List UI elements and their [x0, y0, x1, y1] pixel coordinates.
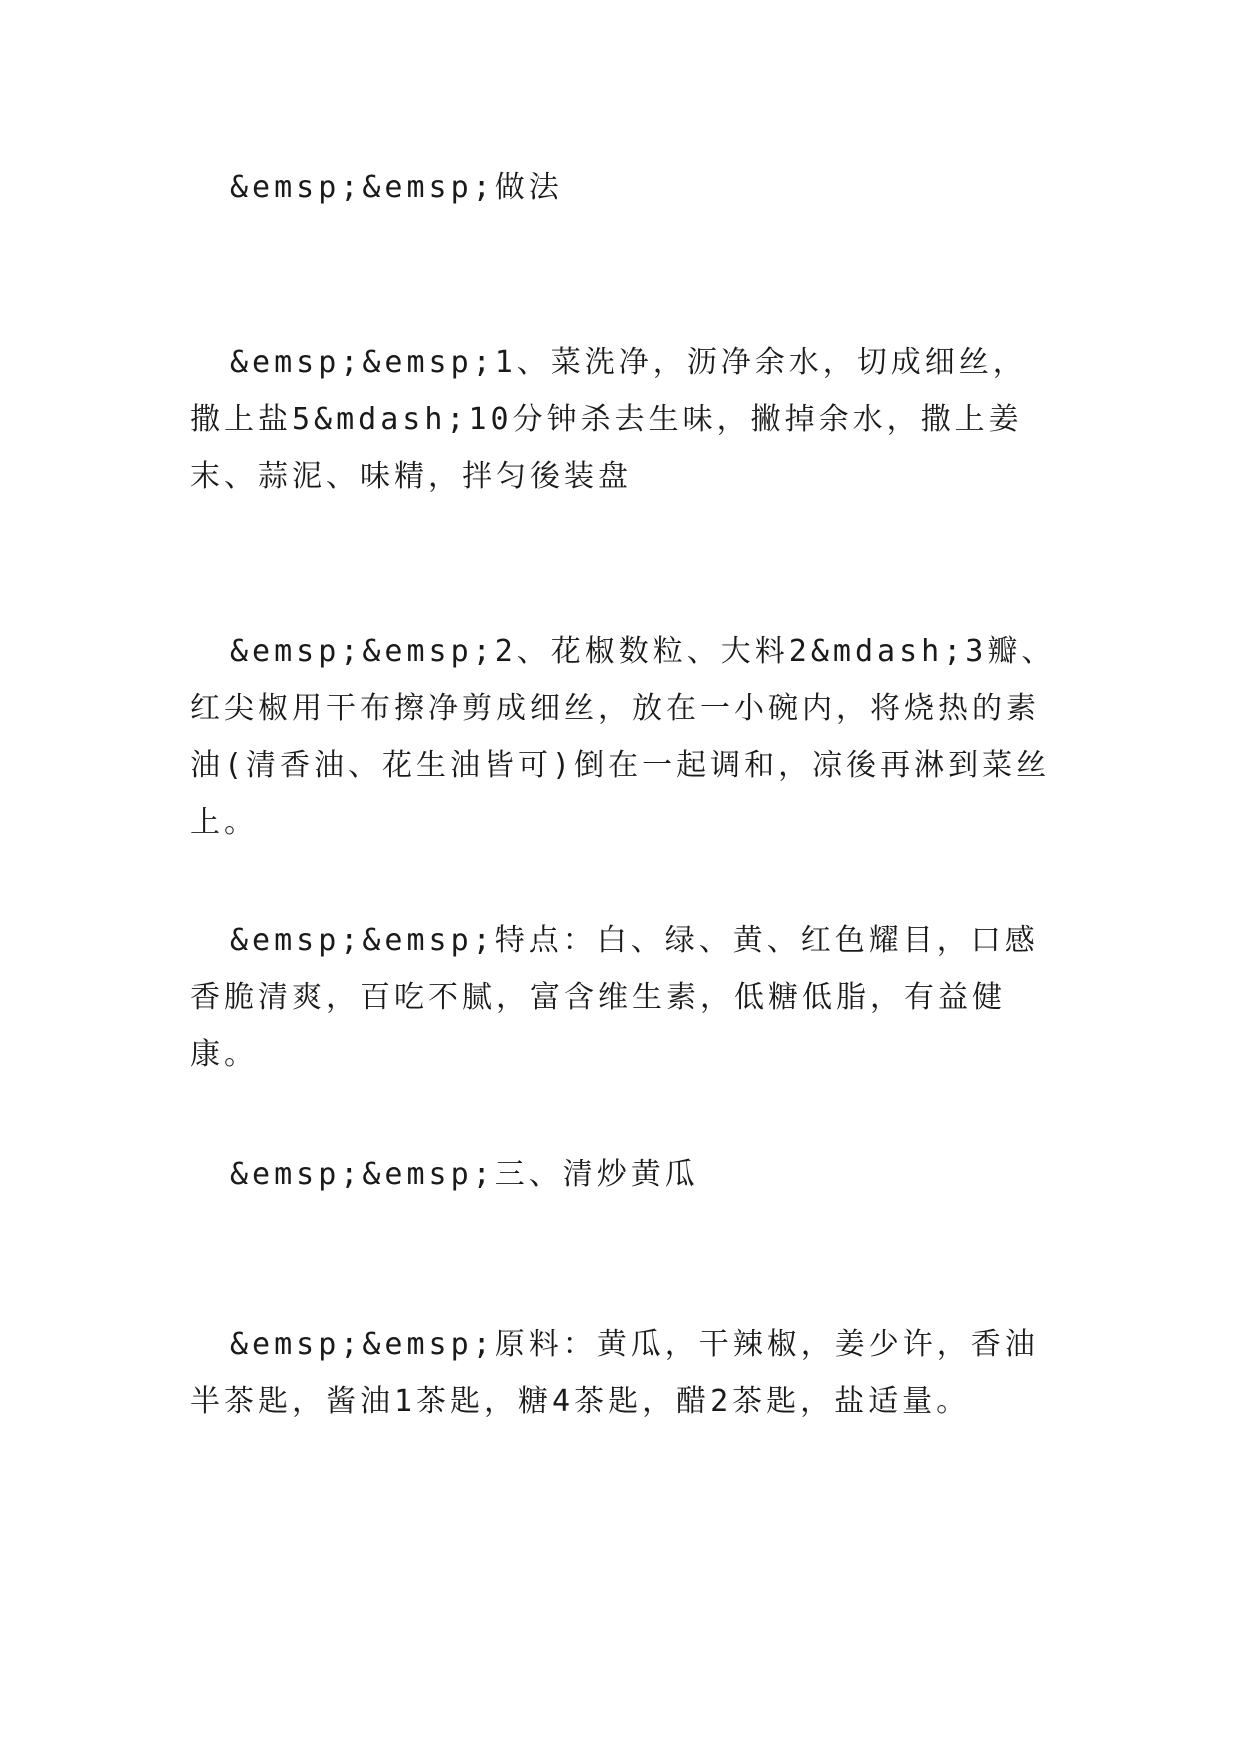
paragraph-step-2: &emsp;&emsp;2、花椒数粒、大料2&mdash;3瓣、红尖椒用干布擦净剪成细丝，放在一小碗内，将烧热的素油(清香油、花生油皆可)倒在一起调和，凉後再淋到菜丝上。: [190, 634, 1056, 840]
paragraph-section-title: &emsp;&emsp;三、清炒黄瓜: [230, 1157, 699, 1192]
paragraph-features: &emsp;&emsp;特点：白、绿、黄、红色耀目，口感香脆清爽，百吃不腻，富含维生素，低糖低脂，有益健康。: [190, 923, 1039, 1072]
paragraph-step-1: &emsp;&emsp;1、菜洗净，沥净余水，切成细丝，撒上盐5&mdash;10分钟杀去生味，撇掉余水，撒上姜末、蒜泥、味精，拌匀後装盘: [190, 345, 1027, 494]
paragraph-method-heading: &emsp;&emsp;做法: [230, 170, 563, 205]
paragraph-ingredients: &emsp;&emsp;原料：黄瓜，干辣椒，姜少许，香油半茶匙，酱油1茶匙，糖4茶匙，醋2茶匙，盐适量。: [190, 1327, 1039, 1419]
